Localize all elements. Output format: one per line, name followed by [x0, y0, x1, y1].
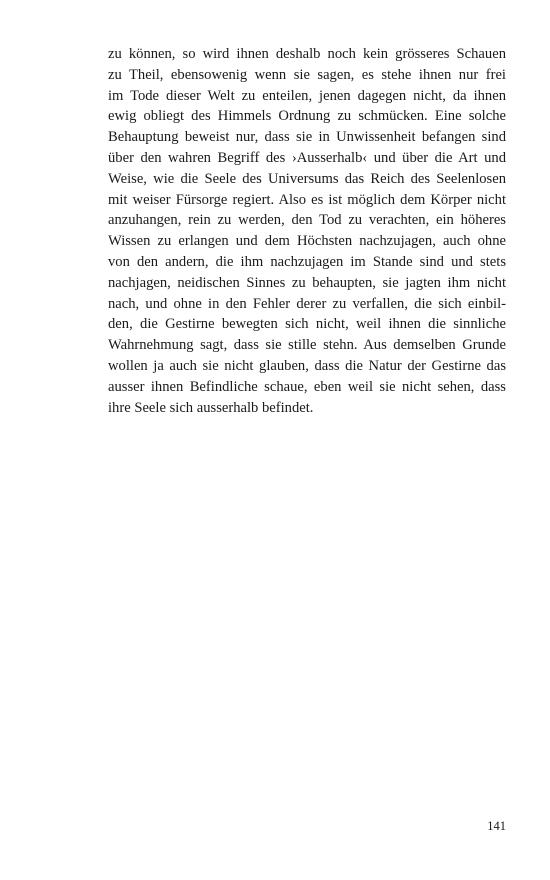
body-text	[108, 44, 506, 418]
page-number: 141	[487, 819, 506, 833]
text-line: im Tode dieser Welt zu enteilen, jenen dagegen nicht, da ihnen	[108, 87, 506, 104]
text-line-last: ihre Seele sich ausserhalb befindet.	[108, 399, 314, 416]
text-line: nach, und ohne in den Fehler derer zu verfallen, die sich einbil-	[108, 295, 506, 312]
text-line: ewig obliegt des Himmels Ordnung zu schmücken. Eine solche	[108, 108, 506, 125]
text-line: zu Theil, ebensowenig wenn sie sagen, es stehe ihnen nur frei	[108, 66, 506, 83]
text-line: wollen ja auch sie nicht glauben, dass die Natur der Gestirne das	[108, 357, 506, 374]
text-line: Weise, wie die Seele des Universums das Reich des Seelenlosen	[108, 170, 506, 187]
text-line: Behauptung beweist nur, dass sie in Unwissenheit befangen sind	[108, 129, 506, 146]
text-line: über den wahren Begriff des ›Ausserhalb‹ und über die Art und	[108, 149, 506, 166]
text-line: mit weiser Fürsorge regiert. Also es ist möglich dem Körper nicht	[108, 191, 506, 208]
text-line: nachjagen, neidischen Sinnes zu behaupten, sie jagten ihm nicht	[108, 274, 506, 291]
text-line: anzuhangen, rein zu werden, den Tod zu verachten, ein höheres	[108, 212, 506, 229]
text-line: Wahrnehmung sagt, dass sie stille stehn. Aus demselben Grunde	[108, 337, 506, 354]
text-line: Wissen zu erlangen und dem Höchsten nachzujagen, auch ohne	[108, 233, 506, 250]
text-line: den, die Gestirne bewegten sich nicht, weil ihnen die sinnliche	[108, 316, 506, 333]
text-line: zu können, so wird ihnen deshalb noch kein grösseres Schauen	[108, 46, 506, 62]
text-line: ausser ihnen Befindliche schaue, eben weil sie nicht sehen, dass	[108, 378, 506, 395]
text-line: von den andern, die ihm nachzujagen im Stande sind und stets	[108, 253, 506, 270]
